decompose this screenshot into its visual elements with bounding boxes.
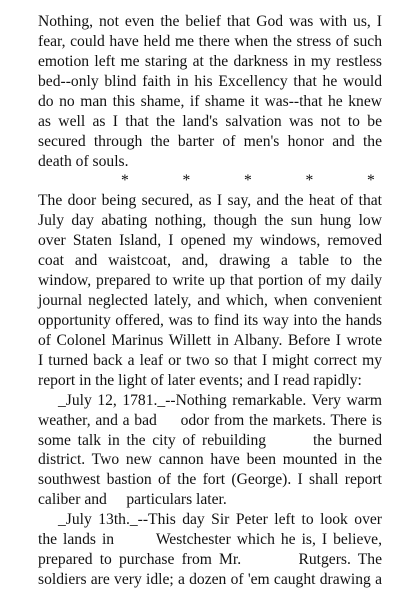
text-line-17: of Colonel Marinus Willett in Albany. Before I wrote (38, 331, 382, 349)
text-line-21: weather, and a bad odor from the markets. There is (38, 411, 382, 429)
text-line-26: _July 13th._--This day Sir Peter left to look over (58, 511, 382, 529)
text-line-19: report in the light of later events; and I read rapidly: (38, 371, 362, 389)
text-line-27: the lands in Westchester which he is, I believe, (38, 531, 382, 549)
text-line-12: over Staten Island, I opened my windows, removed (38, 232, 382, 250)
text-line-8: death of souls. (38, 152, 129, 170)
text-line-22: some talk in the city of rebuilding the burned (38, 431, 382, 449)
text-line-23: district. Two new cannon have been mounted in the (38, 451, 382, 469)
text-line-28: prepared to purchase from Mr. Rutgers. The (38, 551, 382, 569)
section-break: * * * * * (121, 172, 375, 190)
text-line-11: July day abating nothing, though the sun hung low (38, 212, 382, 230)
text-line-16: opportunity offered, was to find its way into the hands (38, 311, 382, 329)
text-line-13: coat and waistcoat, and, drawing a table to the (38, 252, 382, 270)
text-line-18: I turned back a leaf or two so that I might correct my (38, 351, 382, 369)
text-line-7: secured through the barter of men's honor and the (38, 132, 382, 150)
text-line-2: fear, could have held me there when the stress of such (38, 32, 382, 50)
text-line-1: Nothing, not even the belief that God was with us, I (38, 13, 382, 30)
text-line-3: emotion left me staring at the darkness in my restless (38, 52, 382, 70)
text-line-14: window, prepared to write up that portion of my daily (38, 272, 382, 290)
text-line-24: southwest bastion of the fort (George). I shall report (38, 471, 382, 489)
text-line-20: _July 12, 1781._--Nothing remarkable. Very warm (58, 391, 382, 409)
text-line-4: bed--only blind faith in his Excellency that he would (38, 72, 382, 90)
text-line-25: caliber and particulars later. (38, 491, 227, 509)
text-line-15: journal neglected lately, and which, when convenient (38, 292, 382, 309)
text-line-29: soldiers are very idle; a dozen of 'em caught drawing a (38, 571, 382, 588)
text-line-5: do no man this shame, if shame it was--that he knew (38, 92, 382, 110)
text-line-6: as well as I that the land's salvation was not to be (38, 112, 382, 130)
text-line-10: The door being secured, as I say, and the heat of that (38, 192, 382, 210)
